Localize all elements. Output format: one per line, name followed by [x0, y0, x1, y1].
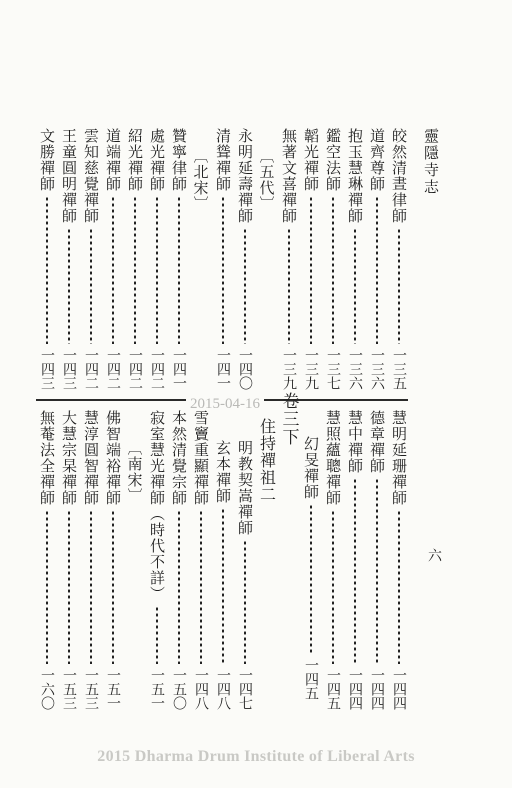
toc-entry: 慧照蘊聰禪師 一四五	[324, 410, 342, 710]
period-heading: 〔五代〕	[257, 148, 276, 212]
period-heading: 〔北宋〕	[191, 148, 210, 212]
toc-entry: 贊寧律師 一四一	[170, 128, 188, 390]
toc-entry: 皎然清晝律師 一三五	[390, 128, 408, 390]
running-title: 靈隱寺志	[422, 128, 440, 196]
toc-entry: 鑑空法師 一三七	[324, 128, 342, 390]
toc-entry: 本然清覺宗師 一五〇	[170, 410, 188, 710]
toc-entry: 明教契嵩禪師 一四七	[236, 440, 254, 710]
section-heading: 住持禪祖二	[257, 418, 277, 503]
toc-entry: 雪竇重顯禪師 一四八	[192, 410, 210, 710]
watermark: 2015 Dharma Drum Institute of Liberal Arts	[97, 748, 415, 765]
toc-entry: 文勝禪師 一四三	[38, 128, 56, 390]
toc-entry: 慧明延珊禪師 一四四	[390, 410, 408, 710]
toc-entry: 永明延壽禪師 一四〇	[236, 128, 254, 390]
toc-entry: 寂室慧光禪師（時代不詳） 一五一	[148, 410, 166, 710]
toc-entry: 道齊尊師 一三六	[368, 128, 386, 390]
toc-entry: 玄本禪師 一四八	[214, 440, 232, 710]
toc-entry: 道端禪師 一四二	[104, 128, 122, 390]
volume-heading: 卷三下	[278, 392, 299, 446]
toc-entry: 無菴法全禪師 一六〇	[38, 410, 56, 710]
toc-entry: 幻旻禪師 一四五	[302, 436, 320, 700]
toc-entry: 德章禪師 一四四	[368, 410, 386, 710]
period-heading: 〔南宋〕	[125, 440, 144, 504]
toc-entry: 慧中禪師 一四四	[346, 410, 364, 710]
toc-entry: 處光禪師 一四二	[148, 128, 166, 390]
toc-entry: 雲知慈覺禪師 一四二	[82, 128, 100, 390]
toc-entry: 清聳禪師 一四一	[214, 128, 232, 390]
toc-entry: 慧淳圓智禪師 一五三	[82, 410, 100, 710]
toc-entry: 王童圓明禪師 一四三	[60, 128, 78, 390]
toc-entry: 韜光禪師 一三九	[302, 128, 320, 390]
toc-entry: 紹光禪師 一四二	[126, 128, 144, 390]
date-stamp: 2015-04-16	[186, 396, 264, 413]
toc-entry: 抱玉慧琳禪師 一三六	[346, 128, 364, 390]
toc-entry: 佛智端裕禪師 一五一	[104, 410, 122, 710]
toc-entry: 大慧宗杲禪師 一五三	[60, 410, 78, 710]
toc-entry: 無著文喜禪師 一三九	[280, 128, 298, 390]
page-number: 六	[426, 548, 442, 562]
